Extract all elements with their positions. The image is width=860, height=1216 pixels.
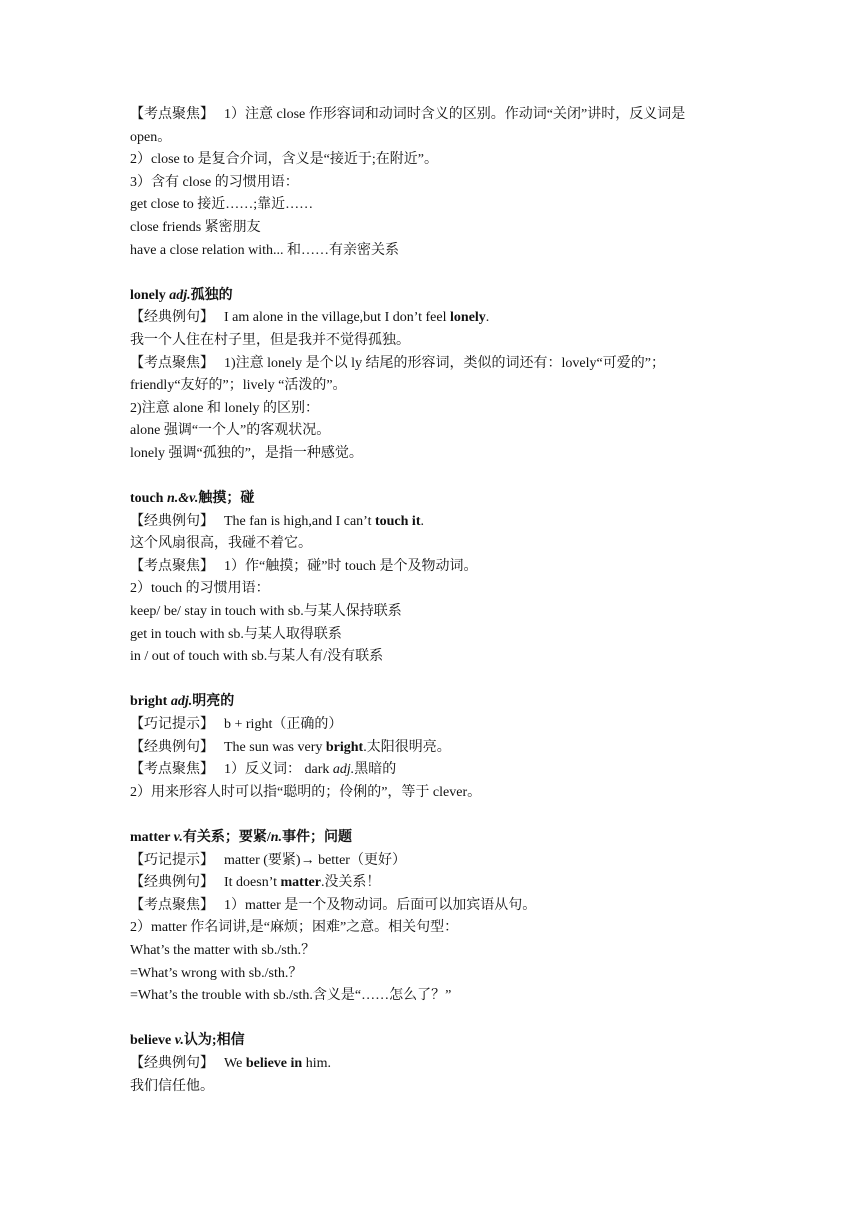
text-line: [130, 917, 730, 940]
text-segment: bright: [130, 694, 171, 710]
text-segment: 认为;相信: [183, 1033, 245, 1049]
text-line: [130, 1076, 730, 1099]
entry-heading: [130, 827, 730, 850]
text-line: [130, 895, 730, 918]
text-segment: 黑暗的: [354, 762, 397, 778]
text-segment: 这个风扇很高，我碰不着它。: [130, 536, 312, 552]
text-line: [130, 172, 730, 195]
text-line: [130, 307, 730, 330]
text-segment: believe in: [245, 1055, 303, 1071]
text-segment: him.: [302, 1055, 331, 1071]
text-segment: We: [224, 1055, 246, 1071]
text-segment: touch it: [374, 513, 421, 529]
section-tag: 【考点聚焦】: [130, 897, 214, 913]
text-segment: matter (要紧)→ better（更好）: [224, 852, 406, 868]
text-line: [130, 330, 730, 353]
text-line: [130, 533, 730, 556]
section-tag: 【经典例句】: [130, 513, 214, 529]
text-segment: believe: [130, 1033, 175, 1049]
text-segment: The sun was very: [224, 739, 326, 755]
text-line: [130, 578, 730, 601]
text-segment: matter: [280, 875, 321, 891]
text-segment: matter: [130, 830, 174, 845]
text-segment: 我一个人住在村子里，但是我并不觉得孤独。: [130, 332, 410, 348]
text-segment: 1）作“触摸；碰”时 touch 是个及物动词。: [224, 558, 478, 574]
section-tag: 【考点聚焦】: [130, 107, 214, 122]
text-segment: What’s the matter with sb./sth.？: [130, 942, 316, 958]
section-tag: 【经典例句】: [130, 739, 214, 755]
text-segment: It doesn’t: [224, 875, 281, 891]
text-line: [130, 646, 730, 669]
text-segment: adj.: [332, 762, 355, 778]
text-line: [130, 104, 730, 127]
text-segment: friendly“友好的”；lively “活泼的”。: [130, 378, 347, 394]
text-line: [130, 511, 730, 534]
text-segment: The fan is high,and I can’t: [224, 513, 375, 529]
text-segment: 明亮的: [192, 694, 235, 710]
text-line: [130, 624, 730, 647]
text-line: [130, 940, 730, 963]
text-line: [130, 850, 730, 873]
text-line: [130, 1053, 730, 1076]
text-segment: 触摸；碰: [198, 491, 255, 507]
text-segment: bright: [325, 739, 364, 755]
text-segment: v.: [174, 1033, 184, 1049]
text-segment: 3）含有 close 的习惯用语：: [130, 174, 299, 190]
text-line: [130, 353, 730, 376]
text-segment: lonely: [130, 287, 170, 303]
text-line: [130, 398, 730, 421]
entry-close: [130, 104, 730, 262]
text-segment: adj.: [169, 287, 191, 303]
document-page: [130, 104, 730, 1098]
text-line: [130, 963, 730, 986]
text-segment: v.: [173, 830, 183, 845]
section-tag: 【巧记提示】: [130, 717, 214, 733]
text-segment: .太阳很明亮。: [363, 739, 451, 755]
text-segment: get in touch with sb.与某人取得联系: [130, 626, 342, 642]
text-line: [130, 737, 730, 760]
text-segment: =What’s the trouble with sb./sth.含义是“……怎么了？”: [130, 988, 452, 1004]
text-segment: touch: [130, 491, 167, 507]
text-segment: close friends 紧密朋友: [130, 219, 261, 235]
entry-bright: [130, 691, 730, 804]
text-line: [130, 714, 730, 737]
text-line: [130, 556, 730, 579]
text-line: [130, 985, 730, 1008]
text-segment: lonely 强调“孤独的”，是指一种感觉。: [130, 445, 363, 461]
paragraph-gap: [130, 1008, 730, 1031]
text-segment: keep/ be/ stay in touch with sb.与某人保持联系: [130, 604, 402, 620]
text-segment: 2）matter 作名词讲,是“麻烦；困难”之意。相关句型：: [130, 920, 459, 936]
text-segment: 1）反义词： dark: [224, 762, 333, 778]
text-segment: n.&v.: [166, 491, 199, 507]
text-segment: adj.: [170, 694, 193, 710]
section-tag: 【经典例句】: [130, 875, 214, 891]
text-segment: lonely: [450, 310, 486, 326]
text-line: [130, 149, 730, 172]
text-segment: 有关系；要紧/: [182, 830, 271, 845]
text-segment: .: [420, 513, 424, 529]
section-tag: 【考点聚焦】: [130, 355, 214, 371]
text-segment: have a close relation with... 和……有亲密关系: [130, 242, 400, 258]
text-line: [130, 194, 730, 217]
text-segment: 1）matter 是一个及物动词。后面可以加宾语从句。: [224, 897, 537, 913]
text-segment: n.: [270, 830, 283, 845]
text-segment: 孤独的: [190, 287, 233, 303]
text-line: [130, 759, 730, 782]
text-segment: 我们信任他。: [130, 1078, 214, 1094]
text-line: [130, 443, 730, 466]
text-segment: I am alone in the village,but I don’t feel: [224, 310, 451, 326]
text-segment: 2)注意 alone 和 lonely 的区别：: [130, 400, 319, 416]
text-segment: 2）touch 的习惯用语：: [130, 581, 270, 597]
text-segment: .没关系！: [320, 875, 381, 891]
text-line: [130, 601, 730, 624]
paragraph-gap: [130, 262, 730, 285]
entry-heading: [130, 1030, 730, 1053]
section-tag: 【考点聚焦】: [130, 558, 214, 574]
text-line: [130, 872, 730, 895]
paragraph-gap: [130, 466, 730, 489]
entry-matter: [130, 827, 730, 1008]
text-segment: get close to 接近……;靠近……: [130, 197, 314, 213]
text-segment: .: [485, 310, 490, 326]
text-line: [130, 217, 730, 240]
section-tag: 【经典例句】: [130, 1055, 214, 1071]
text-line: [130, 375, 730, 398]
entry-touch: [130, 488, 730, 669]
section-tag: 【经典例句】: [130, 310, 214, 326]
paragraph-gap: [130, 804, 730, 827]
text-segment: in / out of touch with sb.与某人有/没有联系: [130, 649, 384, 665]
entry-heading: [130, 488, 730, 511]
text-segment: open。: [130, 129, 172, 145]
text-segment: =What’s wrong with sb./sth.？: [130, 965, 303, 981]
entry-heading: [130, 691, 730, 714]
text-line: [130, 240, 730, 263]
section-tag: 【巧记提示】: [130, 852, 214, 868]
entry-believe: [130, 1030, 730, 1098]
entry-heading: [130, 285, 730, 308]
text-segment: 2）close to 是复合介词，含义是“接近于;在附近”。: [130, 152, 438, 168]
text-segment: alone 强调“一个人”的客观状况。: [130, 423, 331, 439]
text-segment: 1）注意 close 作形容词和动词时含义的区别。作动词“关闭”讲时，反义词是: [224, 107, 686, 122]
text-line: [130, 782, 730, 805]
paragraph-gap: [130, 669, 730, 692]
section-tag: 【考点聚焦】: [130, 762, 214, 778]
entry-lonely: [130, 285, 730, 466]
text-segment: 1)注意 lonely 是个以 ly 结尾的形容词，类似的词还有：lovely“可爱的”；: [224, 355, 665, 371]
text-line: [130, 420, 730, 443]
text-segment: b + right（正确的）: [224, 717, 343, 733]
text-line: [130, 127, 730, 150]
text-segment: 事件；问题: [282, 830, 353, 845]
text-segment: 2）用来形容人时可以指“聪明的；伶俐的”，等于 clever。: [130, 784, 482, 800]
